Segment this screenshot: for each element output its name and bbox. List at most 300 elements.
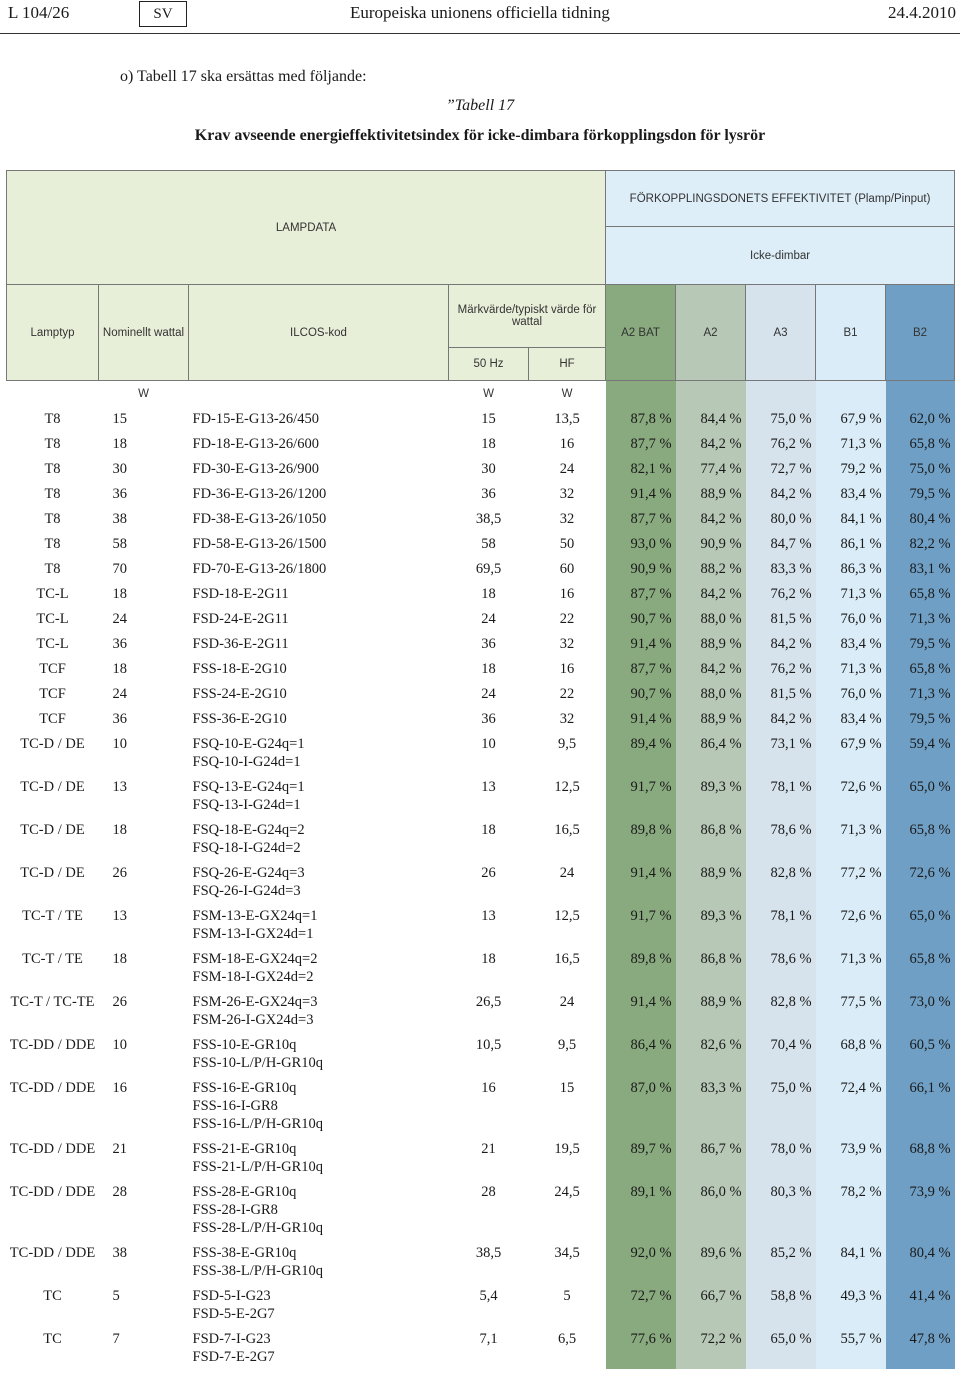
efficiency-b1-cell: 68,8 % [816, 1032, 886, 1075]
nominal-wattage-cell: 16 [112, 1080, 127, 1096]
col-header-ilcos: ILCOS-kod [189, 285, 449, 381]
table-row [7, 456, 955, 481]
efficiency-a2-cell: 86,4 % [676, 731, 746, 774]
efficiency-b1-cell: 78,2 % [816, 1179, 886, 1240]
rated-hf-cell: 5 [563, 1288, 571, 1304]
efficiency-a2-cell: 84,2 % [676, 506, 746, 531]
efficiency-b1-cell: 55,7 % [816, 1326, 886, 1369]
lamp-type-cell: TC-DD / DDE [9, 1037, 96, 1053]
ilcos-code-cell [189, 606, 449, 631]
rated-hf-cell: 16,5 [554, 951, 580, 967]
col-header-50hz: 50 Hz [449, 348, 529, 381]
rated-50hz-cell: 15 [481, 411, 496, 427]
efficiency-a2-cell: 89,3 % [676, 903, 746, 946]
efficiency-b1-cell: 83,4 % [816, 706, 886, 731]
efficiency-b2-cell: 79,5 % [886, 706, 955, 731]
efficiency-a2-cell: 86,0 % [676, 1179, 746, 1240]
efficiency-a2bat-cell: 91,7 % [606, 903, 676, 946]
col-header-nominal: Nominellt wattal [99, 285, 189, 381]
efficiency-b2-cell: 41,4 % [886, 1283, 955, 1326]
rated-hf-cell: 24 [559, 865, 575, 881]
col-header-a2: A2 [676, 285, 746, 381]
lamp-type-cell: TC-L [36, 636, 69, 652]
rated-hf-cell: 13,5 [554, 411, 580, 427]
efficiency-b1-cell: 67,9 % [816, 406, 886, 431]
ilcos-code-line: FSM-13-I-GX24d=1 [192, 926, 314, 942]
efficiency-a3-cell: 78,6 % [746, 946, 816, 989]
efficiency-a3-cell: 72,7 % [746, 456, 816, 481]
efficiency-a2-cell: 66,7 % [676, 1283, 746, 1326]
efficiency-a3-cell: 85,2 % [746, 1240, 816, 1283]
ilcos-code-line: FSM-18-E-GX24q=2 [192, 951, 318, 967]
table-row [7, 1326, 955, 1369]
efficiency-a2-cell: 84,4 % [676, 406, 746, 431]
ilcos-code-line: FSS-10-L/P/H-GR10q [192, 1055, 324, 1071]
efficiency-a3-cell: 80,3 % [746, 1179, 816, 1240]
ilcos-code-line: FSQ-18-E-G24q=2 [192, 822, 305, 838]
efficiency-a3-cell: 78,1 % [746, 903, 816, 946]
header-divider [0, 33, 960, 34]
table-row [7, 774, 955, 817]
ilcos-code-line: FSD-7-E-2G7 [192, 1349, 275, 1365]
ilcos-code-line: FD-58-E-G13-26/1500 [192, 536, 327, 552]
ilcos-code-line: FSD-5-I-G23 [192, 1288, 271, 1304]
efficiency-a2bat-cell: 93,0 % [606, 531, 676, 556]
ilcos-code-line: FSQ-10-I-G24d=1 [192, 754, 301, 770]
ilcos-code-line: FSS-21-E-GR10q [192, 1141, 297, 1157]
ilcos-code-cell [189, 506, 449, 531]
nominal-wattage-cell: 28 [112, 1184, 127, 1200]
group-header-efficiency: FÖRKOPPLINGSDONETS EFFEKTIVITET (Plamp/Pinput) [606, 171, 955, 227]
rated-50hz-cell: 36 [481, 486, 496, 502]
nominal-wattage-cell: 18 [112, 951, 127, 967]
rated-hf-cell: 24,5 [554, 1184, 580, 1200]
ilcos-code-line: FSM-26-E-GX24q=3 [192, 994, 318, 1010]
rated-50hz-cell: 24 [481, 686, 496, 702]
rated-50hz-cell: 38,5 [475, 511, 502, 527]
table-row [7, 606, 955, 631]
efficiency-a2bat-cell: 89,1 % [606, 1179, 676, 1240]
efficiency-a2bat-cell: 87,7 % [606, 431, 676, 456]
efficiency-b1-cell: 79,2 % [816, 456, 886, 481]
lamp-type-cell: TC-T / TE [22, 951, 83, 967]
efficiency-a2-cell: 88,2 % [676, 556, 746, 581]
unit-nominal: W [99, 381, 189, 407]
unit-50hz: W [449, 381, 529, 407]
ilcos-code-line: FSD-18-E-2G11 [192, 586, 289, 602]
rated-50hz-cell: 36 [481, 636, 496, 652]
rated-hf-cell: 15 [559, 1080, 575, 1096]
efficiency-a2bat-cell: 91,4 % [606, 481, 676, 506]
efficiency-a2-cell: 72,2 % [676, 1326, 746, 1369]
table-row [7, 1075, 955, 1136]
rated-hf-cell: 22 [559, 686, 575, 702]
ilcos-code-line: FSS-16-L/P/H-GR10q [192, 1116, 324, 1132]
efficiency-b2-cell: 83,1 % [886, 556, 955, 581]
table-row [7, 1136, 955, 1179]
ilcos-code-line: FSD-5-E-2G7 [192, 1306, 275, 1322]
lamp-type-cell: TCF [39, 686, 66, 702]
nominal-wattage-cell: 26 [112, 865, 127, 881]
ilcos-code-cell [189, 1283, 449, 1326]
rated-hf-cell: 16 [559, 661, 575, 677]
lamp-type-cell: TCF [39, 711, 66, 727]
efficiency-a2bat-cell: 87,7 % [606, 656, 676, 681]
ilcos-code-line: FSM-13-E-GX24q=1 [192, 908, 318, 924]
ilcos-code-cell [189, 817, 449, 860]
ilcos-code-cell [189, 531, 449, 556]
table-row [7, 681, 955, 706]
ilcos-code-cell [189, 989, 449, 1032]
efficiency-b2-cell: 65,8 % [886, 817, 955, 860]
ilcos-code-cell [189, 1326, 449, 1369]
ilcos-code-line: FSQ-13-I-G24d=1 [192, 797, 301, 813]
efficiency-b1-cell: 84,1 % [816, 506, 886, 531]
table-row [7, 531, 955, 556]
rated-50hz-cell: 18 [481, 951, 496, 967]
efficiency-a3-cell: 81,5 % [746, 606, 816, 631]
rated-50hz-cell: 10,5 [475, 1037, 502, 1053]
efficiency-b1-cell: 71,3 % [816, 946, 886, 989]
efficiency-a2-cell: 90,9 % [676, 531, 746, 556]
efficiency-a2bat-cell: 90,7 % [606, 606, 676, 631]
ilcos-code-line: FSM-26-I-GX24d=3 [192, 1012, 314, 1028]
efficiency-a3-cell: 78,6 % [746, 817, 816, 860]
ilcos-code-line: FSQ-13-E-G24q=1 [192, 779, 305, 795]
lamp-type-cell: TC-D / DE [20, 822, 85, 838]
efficiency-a2bat-cell: 91,4 % [606, 631, 676, 656]
efficiency-table [6, 170, 955, 1369]
efficiency-b2-cell: 72,6 % [886, 860, 955, 903]
ilcos-code-cell [189, 556, 449, 581]
lamp-type-cell: TC-L [36, 586, 69, 602]
efficiency-b1-cell: 71,3 % [816, 581, 886, 606]
table-row [7, 581, 955, 606]
ilcos-code-cell [189, 456, 449, 481]
rated-50hz-cell: 38,5 [475, 1245, 502, 1261]
lamp-type-cell: T8 [44, 461, 61, 477]
ilcos-code-line: FSS-36-E-2G10 [192, 711, 287, 727]
rated-hf-cell: 32 [559, 711, 575, 727]
nominal-wattage-cell: 24 [112, 686, 127, 702]
journal-header [0, 0, 960, 34]
efficiency-b1-cell: 77,2 % [816, 860, 886, 903]
lamp-type-cell: TC-D / DE [20, 865, 85, 881]
ilcos-code-line: FD-15-E-G13-26/450 [192, 411, 319, 427]
efficiency-a2bat-cell: 90,7 % [606, 681, 676, 706]
efficiency-a3-cell: 78,1 % [746, 774, 816, 817]
efficiency-a2bat-cell: 87,0 % [606, 1075, 676, 1136]
efficiency-a2bat-cell: 89,4 % [606, 731, 676, 774]
table-row [7, 946, 955, 989]
page-number: L 104/26 [8, 3, 70, 22]
ilcos-code-cell [189, 581, 449, 606]
efficiency-a3-cell: 82,8 % [746, 860, 816, 903]
nominal-wattage-cell: 21 [112, 1141, 127, 1157]
rated-50hz-cell: 21 [481, 1141, 496, 1157]
ilcos-code-line: FD-36-E-G13-26/1200 [192, 486, 327, 502]
ilcos-code-cell [189, 1032, 449, 1075]
rated-50hz-cell: 69,5 [475, 561, 502, 577]
table-row [7, 706, 955, 731]
efficiency-a2bat-cell: 89,8 % [606, 946, 676, 989]
rated-50hz-cell: 18 [481, 436, 496, 452]
table-row [7, 631, 955, 656]
rated-hf-cell: 12,5 [554, 908, 580, 924]
efficiency-a3-cell: 82,8 % [746, 989, 816, 1032]
lamp-type-cell: T8 [44, 436, 61, 452]
rated-50hz-cell: 30 [481, 461, 496, 477]
efficiency-b2-cell: 80,4 % [886, 1240, 955, 1283]
lamp-type-cell: TC-D / DE [20, 779, 85, 795]
rated-hf-cell: 9,5 [557, 1037, 577, 1053]
efficiency-a3-cell: 76,2 % [746, 431, 816, 456]
efficiency-b1-cell: 72,6 % [816, 903, 886, 946]
efficiency-a3-cell: 78,0 % [746, 1136, 816, 1179]
efficiency-a2-cell: 88,9 % [676, 989, 746, 1032]
ilcos-code-cell [189, 406, 449, 431]
nominal-wattage-cell: 18 [112, 586, 127, 602]
table-row [7, 860, 955, 903]
ilcos-code-line: FD-70-E-G13-26/1800 [192, 561, 327, 577]
table-label: ”Tabell 17 [445, 97, 515, 114]
efficiency-b1-cell: 73,9 % [816, 1136, 886, 1179]
efficiency-b2-cell: 73,0 % [886, 989, 955, 1032]
ilcos-code-line: FSD-7-I-G23 [192, 1331, 271, 1347]
ilcos-code-line: FSS-16-I-GR8 [192, 1098, 278, 1114]
lamp-type-cell: T8 [44, 561, 61, 577]
efficiency-a2bat-cell: 87,7 % [606, 506, 676, 531]
efficiency-a2-cell: 84,2 % [676, 431, 746, 456]
nominal-wattage-cell: 70 [112, 561, 127, 577]
col-header-b1: B1 [816, 285, 886, 381]
ilcos-code-line: FSS-38-E-GR10q [192, 1245, 297, 1261]
nominal-wattage-cell: 15 [112, 411, 127, 427]
ilcos-code-line: FD-38-E-G13-26/1050 [192, 511, 327, 527]
efficiency-a2-cell: 88,9 % [676, 860, 746, 903]
ilcos-code-line: FSS-28-L/P/H-GR10q [192, 1220, 324, 1236]
nominal-wattage-cell: 58 [112, 536, 127, 552]
lamp-type-cell: TC-DD / DDE [9, 1141, 96, 1157]
efficiency-a2-cell: 88,9 % [676, 631, 746, 656]
rated-hf-cell: 24 [559, 461, 575, 477]
nominal-wattage-cell: 30 [112, 461, 127, 477]
lamp-type-cell: T8 [44, 486, 61, 502]
efficiency-b1-cell: 71,3 % [816, 431, 886, 456]
efficiency-b2-cell: 65,0 % [886, 774, 955, 817]
efficiency-b1-cell: 77,5 % [816, 989, 886, 1032]
efficiency-b1-cell: 84,1 % [816, 1240, 886, 1283]
efficiency-b1-cell: 83,4 % [816, 631, 886, 656]
table-row [7, 989, 955, 1032]
nominal-wattage-cell: 13 [112, 779, 127, 795]
lamp-type-cell: TC-T / TE [22, 908, 83, 924]
rated-hf-cell: 50 [559, 536, 575, 552]
lamp-type-cell: TCF [39, 661, 66, 677]
efficiency-b2-cell: 65,8 % [886, 581, 955, 606]
efficiency-a2-cell: 88,9 % [676, 706, 746, 731]
table-row [7, 556, 955, 581]
table-row [7, 903, 955, 946]
rated-50hz-cell: 28 [481, 1184, 496, 1200]
efficiency-a3-cell: 84,2 % [746, 631, 816, 656]
efficiency-a3-cell: 75,0 % [746, 406, 816, 431]
efficiency-b2-cell: 80,4 % [886, 506, 955, 531]
ilcos-code-cell [189, 731, 449, 774]
nominal-wattage-cell: 36 [112, 636, 127, 652]
rated-hf-cell: 60 [559, 561, 575, 577]
rated-hf-cell: 32 [559, 511, 575, 527]
efficiency-b2-cell: 60,5 % [886, 1032, 955, 1075]
efficiency-a2bat-cell: 89,7 % [606, 1136, 676, 1179]
rated-hf-cell: 24 [559, 994, 575, 1010]
efficiency-a2-cell: 86,8 % [676, 817, 746, 860]
rated-50hz-cell: 13 [481, 779, 496, 795]
efficiency-a2-cell: 82,6 % [676, 1032, 746, 1075]
rated-50hz-cell: 26 [481, 865, 496, 881]
efficiency-b2-cell: 47,8 % [886, 1326, 955, 1369]
efficiency-a2bat-cell: 91,4 % [606, 860, 676, 903]
efficiency-a2-cell: 83,3 % [676, 1075, 746, 1136]
efficiency-b2-cell: 59,4 % [886, 731, 955, 774]
efficiency-a2bat-cell: 91,4 % [606, 989, 676, 1032]
lamp-type-cell: TC-DD / DDE [9, 1245, 96, 1261]
efficiency-b1-cell: 71,3 % [816, 656, 886, 681]
nominal-wattage-cell: 38 [112, 511, 127, 527]
efficiency-b2-cell: 65,8 % [886, 431, 955, 456]
rated-50hz-cell: 58 [481, 536, 496, 552]
efficiency-b1-cell: 67,9 % [816, 731, 886, 774]
publication-date: 24.4.2010 [888, 3, 956, 22]
language-badge: SV [139, 1, 187, 27]
ilcos-code-cell [189, 1240, 449, 1283]
rated-50hz-cell: 5,4 [479, 1288, 498, 1304]
efficiency-b2-cell: 62,0 % [886, 406, 955, 431]
efficiency-b2-cell: 65,8 % [886, 656, 955, 681]
efficiency-a3-cell: 84,2 % [746, 481, 816, 506]
ilcos-code-line: FSS-28-I-GR8 [192, 1202, 278, 1218]
ilcos-code-line: FSS-21-L/P/H-GR10q [192, 1159, 324, 1175]
efficiency-a2bat-cell: 89,8 % [606, 817, 676, 860]
lamp-type-cell: T8 [44, 511, 61, 527]
table-row [7, 406, 955, 431]
lamp-type-cell: TC-T / TC-TE [10, 994, 95, 1010]
lamp-type-cell: TC-D / DE [20, 736, 85, 752]
efficiency-a2bat-cell: 72,7 % [606, 1283, 676, 1326]
lamp-type-cell: T8 [44, 536, 61, 552]
rated-hf-cell: 6,5 [557, 1331, 577, 1347]
efficiency-b2-cell: 68,8 % [886, 1136, 955, 1179]
rated-50hz-cell: 18 [481, 822, 496, 838]
ilcos-code-cell [189, 706, 449, 731]
efficiency-b2-cell: 75,0 % [886, 456, 955, 481]
lamp-type-cell: T8 [44, 411, 61, 427]
efficiency-b2-cell: 79,5 % [886, 481, 955, 506]
efficiency-a3-cell: 76,2 % [746, 656, 816, 681]
rated-50hz-cell: 18 [481, 661, 496, 677]
efficiency-a3-cell: 75,0 % [746, 1075, 816, 1136]
efficiency-a2-cell: 88,0 % [676, 681, 746, 706]
nominal-wattage-cell: 36 [112, 711, 127, 727]
nominal-wattage-cell: 13 [112, 908, 127, 924]
lamp-type-cell: TC [43, 1331, 62, 1347]
group-header-non-dimmable: Icke-dimbar [606, 227, 955, 285]
table-row [7, 656, 955, 681]
ilcos-code-cell [189, 631, 449, 656]
nominal-wattage-cell: 26 [112, 994, 127, 1010]
efficiency-a2bat-cell: 92,0 % [606, 1240, 676, 1283]
table-row [7, 431, 955, 456]
col-header-a3: A3 [746, 285, 816, 381]
ilcos-code-line: FD-18-E-G13-26/600 [192, 436, 319, 452]
ilcos-code-line: FD-30-E-G13-26/900 [192, 461, 319, 477]
nominal-wattage-cell: 38 [112, 1245, 127, 1261]
nominal-wattage-cell: 10 [112, 1037, 127, 1053]
efficiency-a2-cell: 84,2 % [676, 656, 746, 681]
col-header-a2bat: A2 BAT [606, 285, 676, 381]
efficiency-a3-cell: 58,8 % [746, 1283, 816, 1326]
efficiency-a3-cell: 84,2 % [746, 706, 816, 731]
ilcos-code-line: FSS-18-E-2G10 [192, 661, 287, 677]
efficiency-a2-cell: 86,8 % [676, 946, 746, 989]
ilcos-code-cell [189, 774, 449, 817]
efficiency-a2bat-cell: 86,4 % [606, 1032, 676, 1075]
efficiency-a2-cell: 89,6 % [676, 1240, 746, 1283]
ilcos-code-cell [189, 1136, 449, 1179]
efficiency-b2-cell: 66,1 % [886, 1075, 955, 1136]
rated-hf-cell: 32 [559, 636, 575, 652]
efficiency-a2bat-cell: 87,7 % [606, 581, 676, 606]
efficiency-b2-cell: 79,5 % [886, 631, 955, 656]
ilcos-code-cell [189, 860, 449, 903]
ilcos-code-line: FSQ-10-E-G24q=1 [192, 736, 305, 752]
ilcos-code-cell [189, 681, 449, 706]
ilcos-code-line: FSS-38-L/P/H-GR10q [192, 1263, 324, 1279]
efficiency-b2-cell: 65,0 % [886, 903, 955, 946]
efficiency-b2-cell: 71,3 % [886, 681, 955, 706]
rated-50hz-cell: 10 [481, 736, 496, 752]
efficiency-b1-cell: 86,1 % [816, 531, 886, 556]
rated-50hz-cell: 26,5 [475, 994, 502, 1010]
lamp-type-cell: TC-DD / DDE [9, 1080, 96, 1096]
efficiency-a2-cell: 88,9 % [676, 481, 746, 506]
ilcos-code-cell [189, 1075, 449, 1136]
efficiency-a2bat-cell: 91,7 % [606, 774, 676, 817]
efficiency-a3-cell: 73,1 % [746, 731, 816, 774]
efficiency-b1-cell: 83,4 % [816, 481, 886, 506]
efficiency-a2bat-cell: 82,1 % [606, 456, 676, 481]
table-row [7, 1240, 955, 1283]
ilcos-code-line: FSD-36-E-2G11 [192, 636, 289, 652]
rated-hf-cell: 16 [559, 436, 575, 452]
efficiency-a2-cell: 84,2 % [676, 581, 746, 606]
table-row [7, 1032, 955, 1075]
rated-hf-cell: 22 [559, 611, 575, 627]
nominal-wattage-cell: 18 [112, 436, 127, 452]
efficiency-b2-cell: 71,3 % [886, 606, 955, 631]
lamp-type-cell: TC-DD / DDE [9, 1184, 96, 1200]
efficiency-b1-cell: 76,0 % [816, 681, 886, 706]
efficiency-a2bat-cell: 91,4 % [606, 706, 676, 731]
table-body [7, 406, 955, 1369]
table-row [7, 1283, 955, 1326]
rated-50hz-cell: 36 [481, 711, 496, 727]
efficiency-a2-cell: 86,7 % [676, 1136, 746, 1179]
nominal-wattage-cell: 18 [112, 822, 127, 838]
rated-hf-cell: 16,5 [554, 822, 580, 838]
table-row [7, 506, 955, 531]
efficiency-a2bat-cell: 87,8 % [606, 406, 676, 431]
